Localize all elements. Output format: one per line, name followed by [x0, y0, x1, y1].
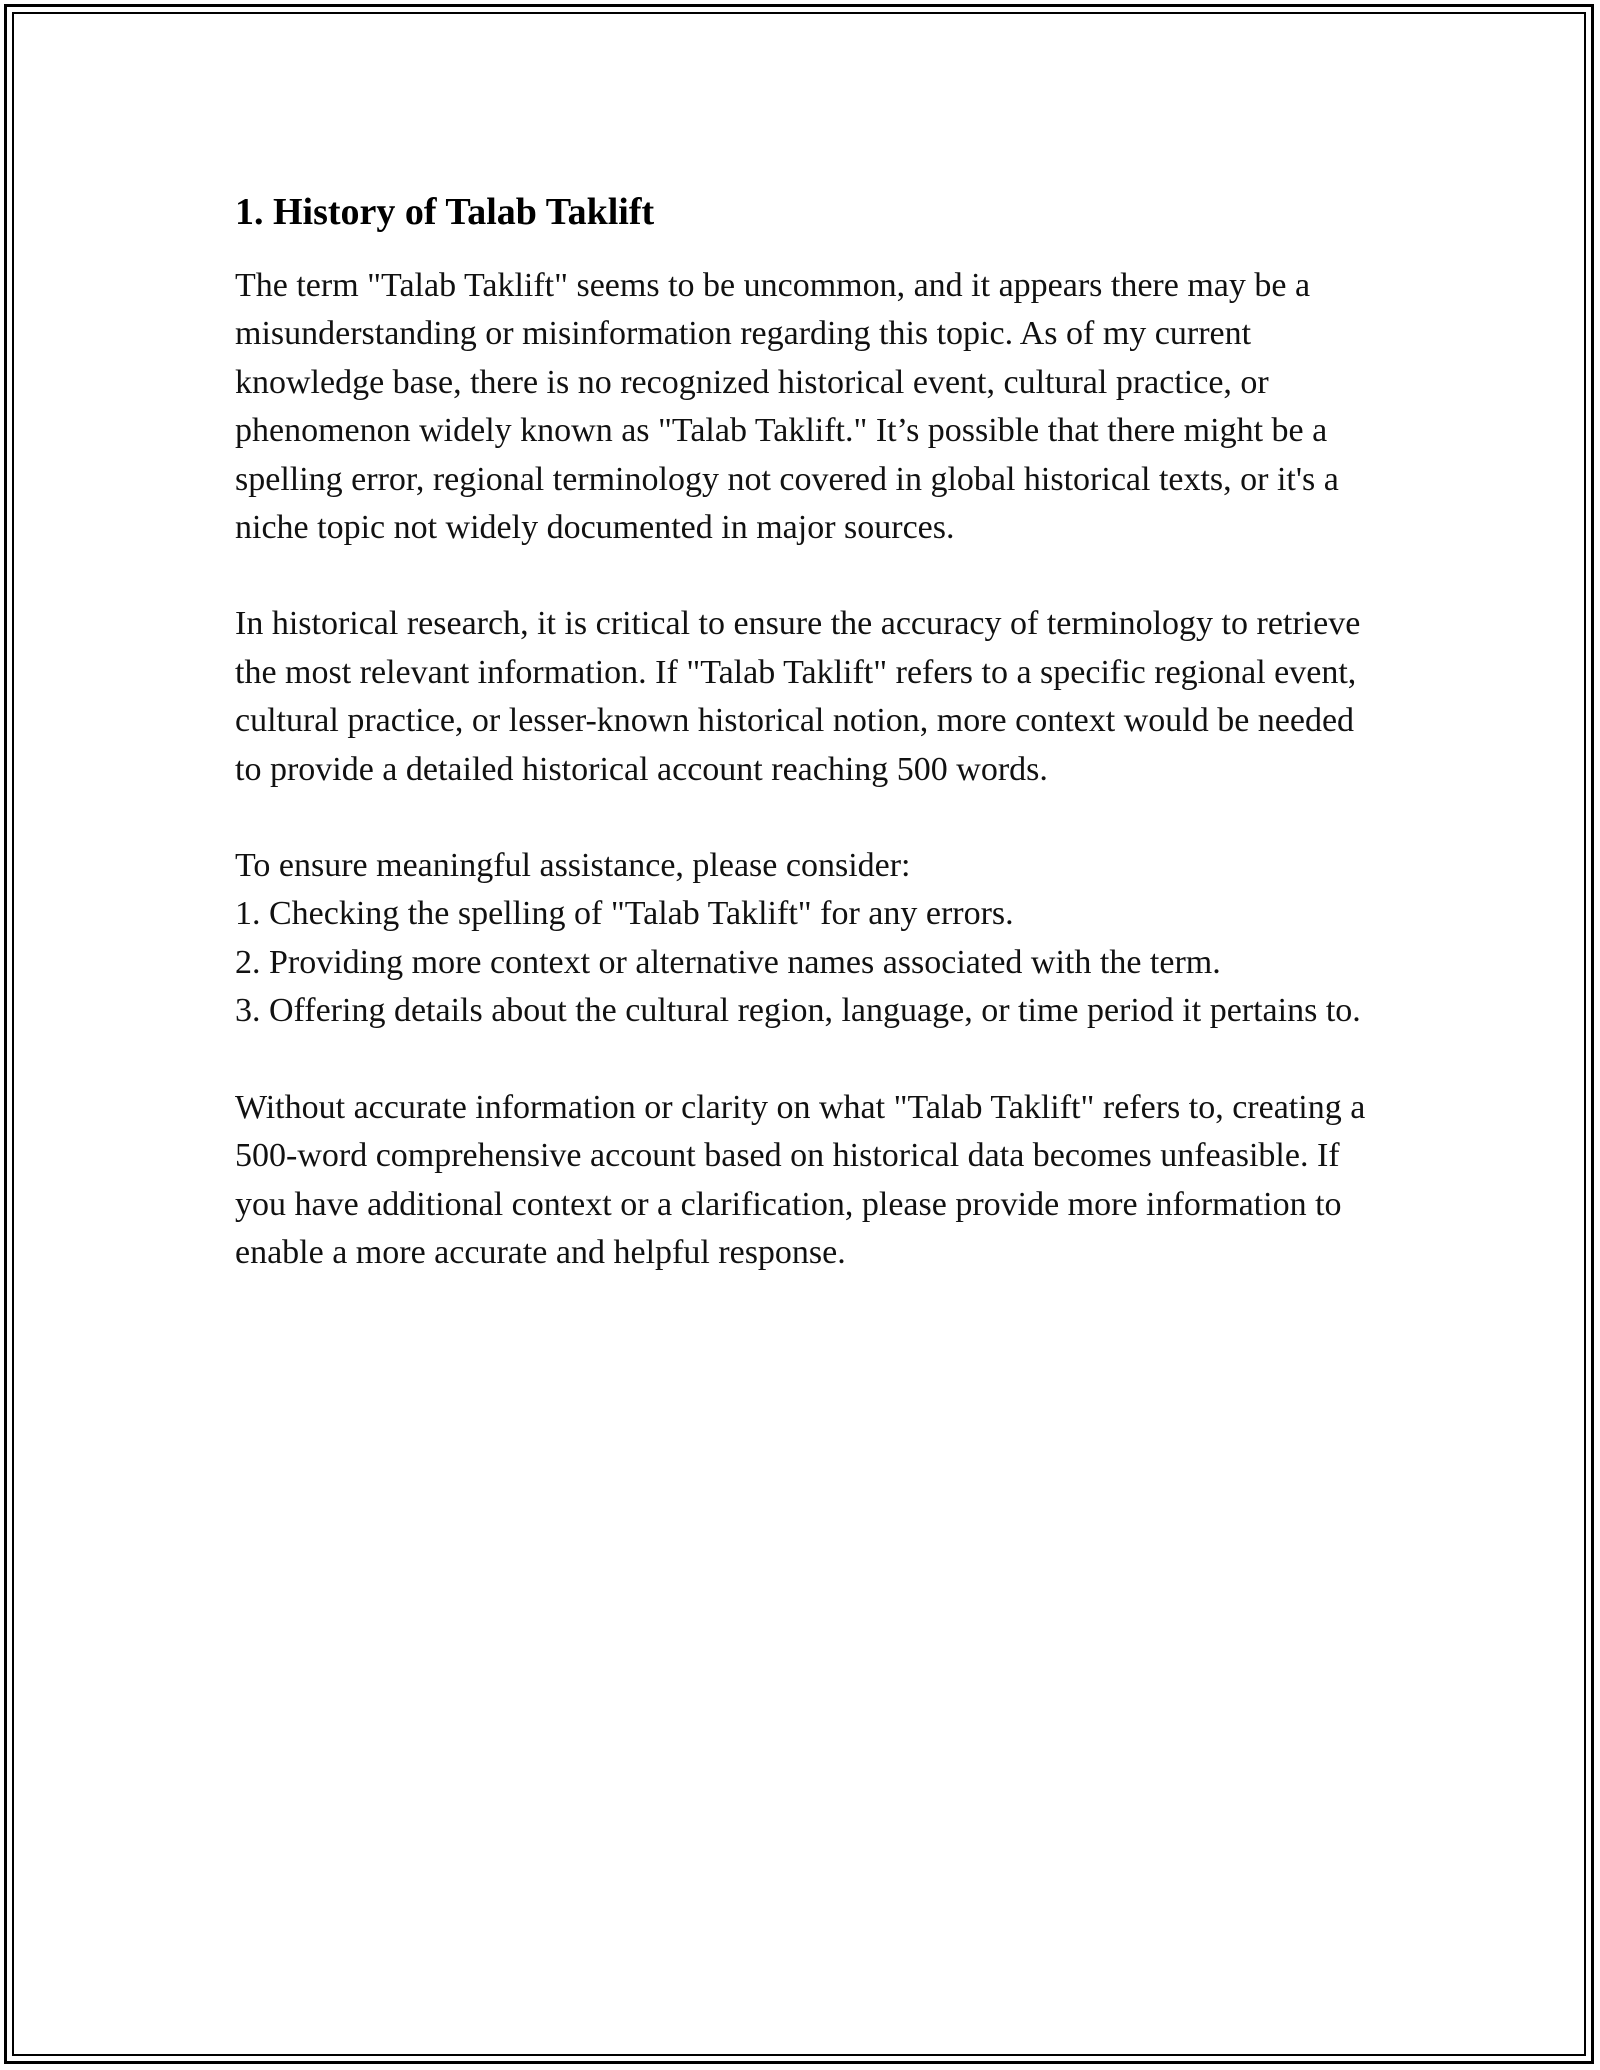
suggestion-item-spelling: 1. Checking the spelling of "Talab Taklift" for any errors.: [235, 895, 1014, 933]
suggestion-item-context: 2. Providing more context or alternative names associated with the term.: [235, 943, 1221, 981]
paragraph-intro: The term "Talab Taklift" seems to be uncommon, and it appears there may be a misunderstanding or misinformation regarding this topic. As of my current knowledge base, there is no recognized historical event, cultural practice, or phenomenon widely known as "Talab Taklift." It’s possible that there might be a spelling error, regional terminology not covered in global historical texts, or it's a niche topic not widely documented in major sources.: [235, 267, 1339, 547]
suggestion-list: [235, 842, 1385, 1036]
section-heading: 1. History of Talab Taklift: [235, 191, 655, 233]
suggestion-item-details: 3. Offering details about the cultural region, language, or time period it pertains to.: [235, 992, 1361, 1030]
paragraph-closing: Without accurate information or clarity on what "Talab Taklift" refers to, creating a 500-word comprehensive account based on historical data becomes unfeasible. If you have additional context or a clarification, please provide more information to enable a more accurate and helpful response.: [235, 1088, 1366, 1271]
suggestion-list-intro: To ensure meaningful assistance, please consider:: [235, 847, 911, 885]
document-body: [235, 186, 1385, 1325]
paragraph-research: In historical research, it is critical to ensure the accuracy of terminology to retrieve the most relevant information. If "Talab Taklift" refers to a specific regional event, cultural practice, or lesser-known historical notion, more context would be needed to provide a detailed historical account reaching 500 words.: [235, 605, 1361, 788]
